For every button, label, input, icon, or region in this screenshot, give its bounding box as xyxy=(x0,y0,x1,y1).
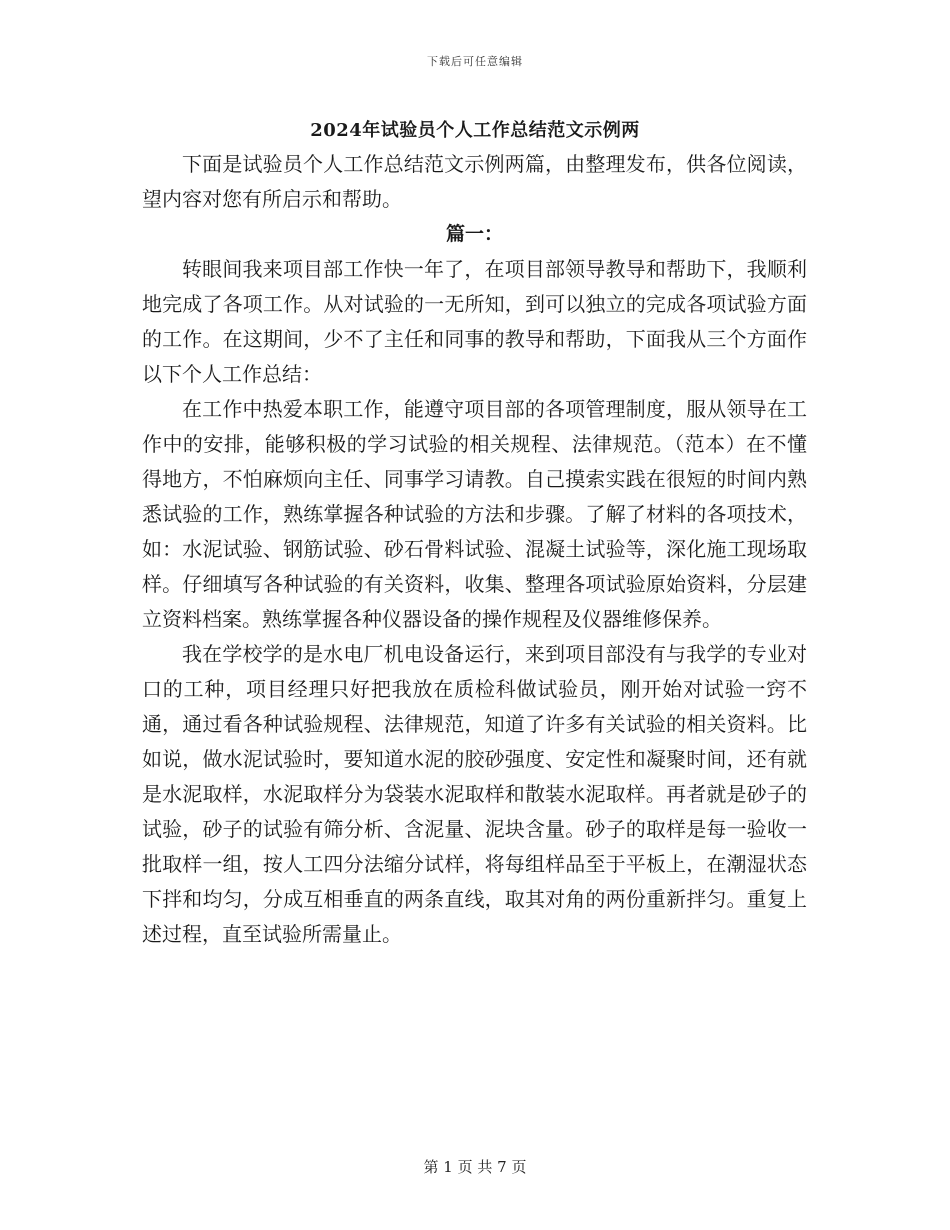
document-body xyxy=(142,147,807,952)
body-paragraph: 转眼间我来项目部工作快一年了，在项目部领导教导和帮助下，我顺利地完成了各项工作。从对试验的一无所知，到可以独立的完成各项试验方面的工作。在这期间，少不了主任和同事的教导和帮助，下面我从三个方面作以下个人工作总结： xyxy=(142,257,807,386)
body-paragraph: 我在学校学的是水电厂机电设备运行，来到项目部没有与我学的专业对口的工种，项目经理只好把我放在质检科做试验员，刚开始对试验一窍不通，通过看各种试验规程、法律规范，知道了许多有关试验的相关资料。比如说，做水泥试验时，要知道水泥的胶砂强度、安定性和凝聚时间，还有就是水泥取样，水泥取样分为袋装水泥取样和散装水泥取样。再者就是砂子的试验，砂子的试验有筛分析、含泥量、泥块含量。砂子的取样是每一验收一批取样一组，按人工四分法缩分试样，将每组样品至于平板上，在潮湿状态下拌和均匀，分成互相垂直的两条直线，取其对角的两份重新拌匀。重复上述过程，直至试验所需量止。 xyxy=(142,642,807,946)
header-note: 下载后可任意编辑 xyxy=(427,55,523,68)
intro-paragraph: 下面是试验员个人工作总结范文示例两篇，由整理发布，供各位阅读，望内容对您有所启示和帮助。 xyxy=(142,152,807,211)
page-number-footer: 第 1 页 共 7 页 xyxy=(423,1158,527,1176)
document-title: 2024年试验员个人工作总结范文示例两 xyxy=(310,120,640,141)
section-heading: 篇一： xyxy=(445,223,503,245)
body-paragraph: 在工作中热爱本职工作，能遵守项目部的各项管理制度，服从领导在工作中的安排，能够积极的学习试验的相关规程、法律规范。（范本）在不懂得地方，不怕麻烦向主任、同事学习请教。自己摸索实践在很短的时间内熟悉试验的工作，熟练掌握各种试验的方法和步骤。了解了材料的各项技术，如：水泥试验、钢筋试验、砂石骨料试验、混凝土试验等，深化施工现场取样。仔细填写各种试验的有关资料，收集、整理各项试验原始资料，分层建立资料档案。熟练掌握各种仪器设备的操作规程及仪器维修保养。 xyxy=(142,397,807,631)
